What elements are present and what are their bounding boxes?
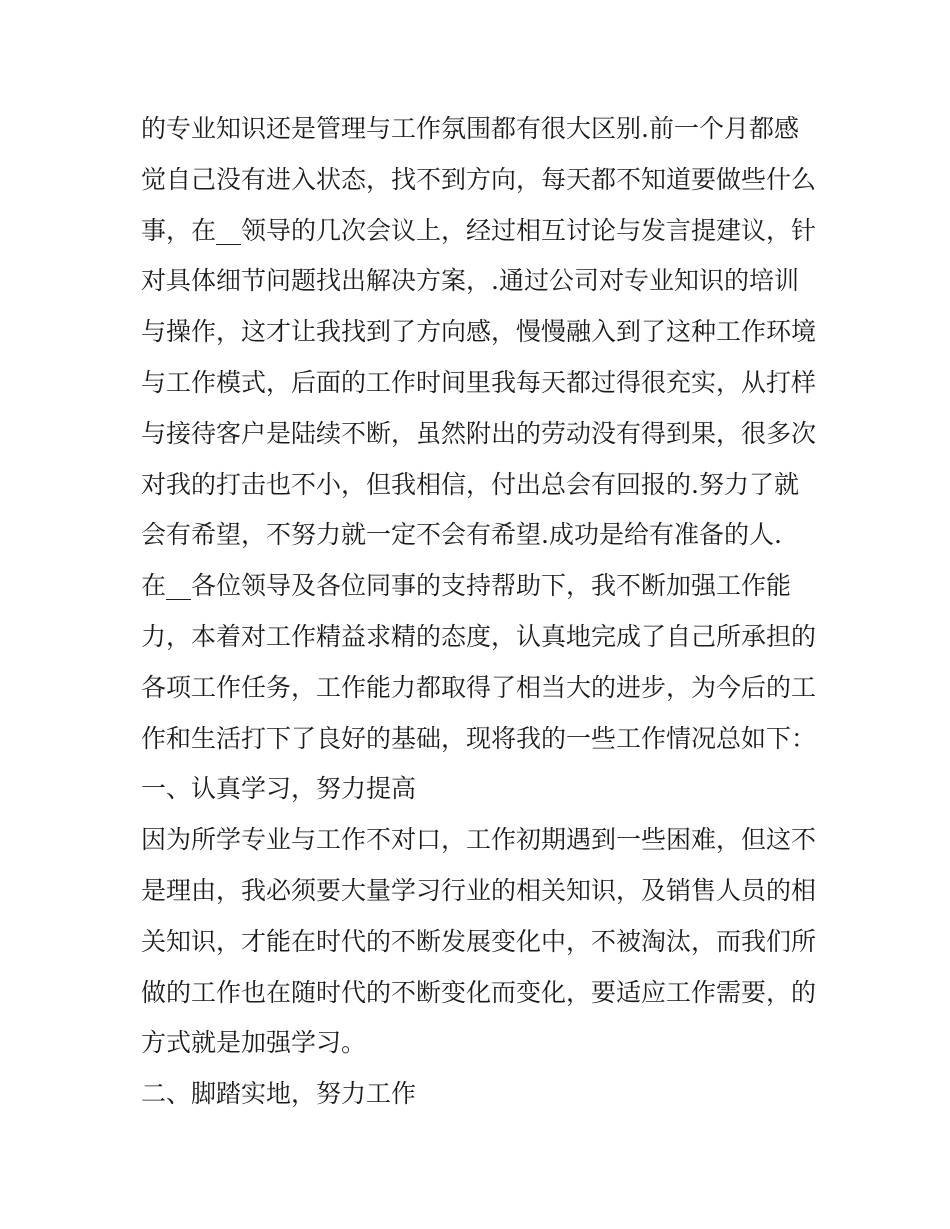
text-line: 方式就是加强学习。 (141, 1028, 367, 1058)
text-line: 做的工作也在随时代的不断变化而变化，要适应工作需要，的 (141, 977, 817, 1007)
text-line: 觉自己没有进入状态，找不到方向，每天都不知道要做些什么 (141, 164, 817, 194)
text-line: 与工作模式，后面的工作时间里我每天都过得很充实，从打样 (141, 367, 817, 397)
text-line: 对具体细节问题找出解决方案，.通过公司对专业知识的培训 (141, 266, 799, 296)
text-line: 与接待客户是陆续不断，虽然附出的劳动没有得到果，很多次 (141, 418, 817, 448)
section-heading: 二、脚踏实地，努力工作 (141, 1079, 417, 1109)
section-heading: 一、认真学习，努力提高 (141, 774, 417, 804)
text-line: 力，本着对工作精益求精的态度，认真地完成了自己所承担的 (141, 621, 817, 651)
text-line: 的专业知识还是管理与工作氛围都有很大区别.前一个月都感 (141, 114, 799, 143)
text-line: 对我的打击也不小，但我相信，付出总会有回报的.努力了就 (141, 469, 799, 499)
text-line: 各项工作任务，工作能力都取得了相当大的进步，为今后的工 (141, 672, 817, 702)
text-line: 会有希望，不努力就一定不会有希望.成功是给有准备的人. (141, 520, 782, 550)
text-line: 作和生活打下了良好的基础，现将我的一些工作情况总如下： (141, 723, 817, 753)
document-body (141, 104, 821, 1120)
text-line: 事，在__领导的几次会议上，经过相互讨论与发言提建议，针 (141, 215, 817, 245)
text-line: 因为所学专业与工作不对口，工作初期遇到一些困难，但这不 (141, 825, 817, 855)
text-line: 是理由，我必须要大量学习行业的相关知识，及销售人员的相 (141, 875, 817, 905)
text-line: 关知识，才能在时代的不断发展变化中，不被淘汰，而我们所 (141, 926, 817, 956)
text-line: 与操作，这才让我找到了方向感，慢慢融入到了这种工作环境 (141, 317, 817, 347)
text-line: 在__各位领导及各位同事的支持帮助下，我不断加强工作能 (141, 571, 792, 601)
